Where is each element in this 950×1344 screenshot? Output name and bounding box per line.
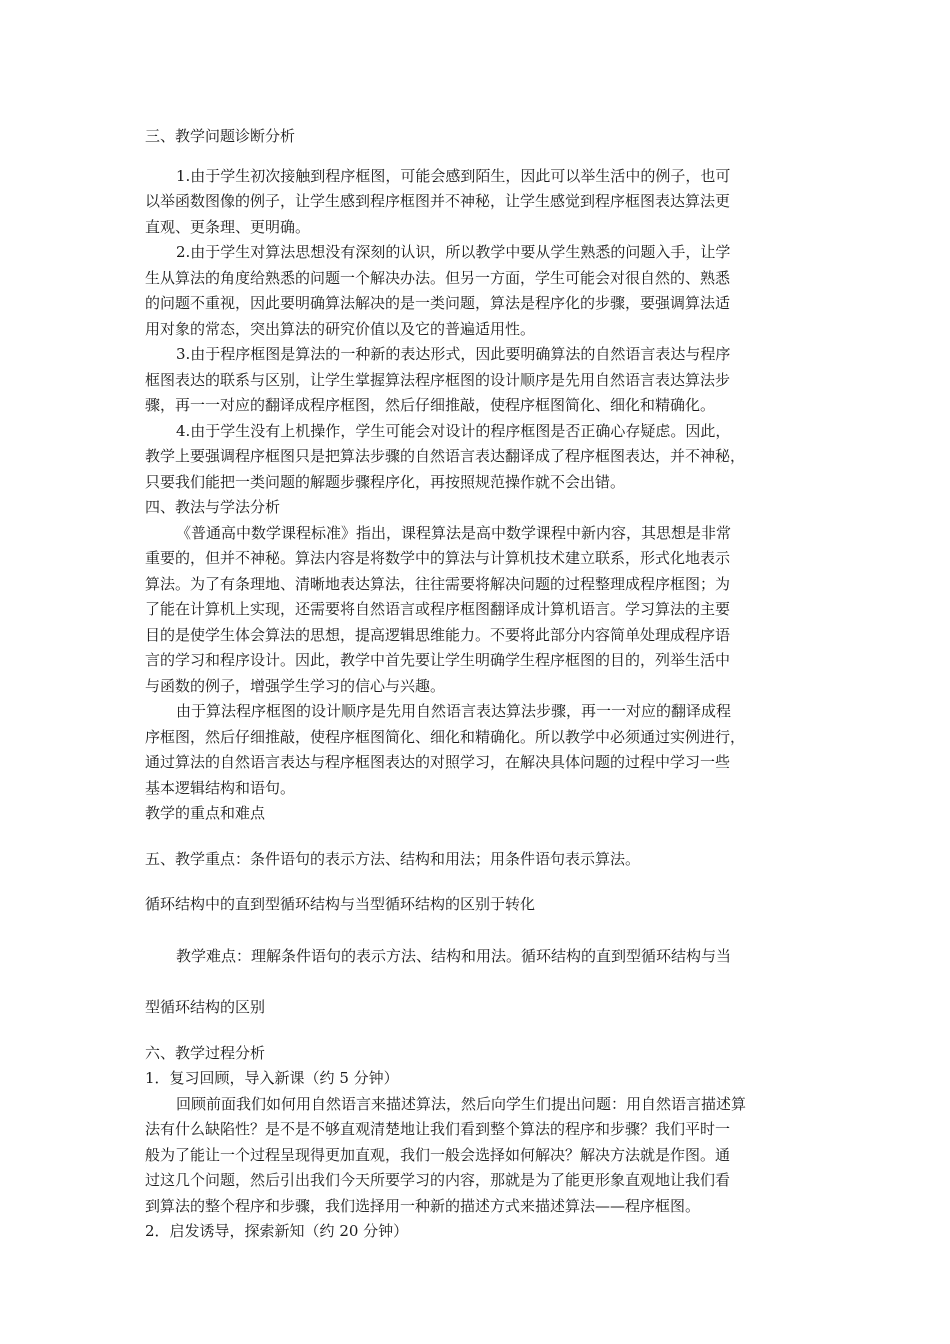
document-page	[145, 124, 801, 1245]
step-1-title: 1．复习回顾，导入新课（约 5 分钟）	[145, 1069, 399, 1087]
difficulty-line: 教学难点：理解条件语句的表示方法、结构和用法。循环结构的直到型循环结构与当	[176, 946, 732, 965]
paragraph-line: 算法。为了有条理地、清晰地表达算法，往往需要将解决问题的过程整理成程序框图；为	[145, 574, 731, 593]
section-heading-4: 四、教法与学法分析	[145, 498, 281, 516]
paragraph-line: 3.由于程序框图是算法的一种新的表达形式，因此要明确算法的自然语言表达与程序	[176, 345, 731, 363]
paragraph-line: 直观、更条理、更明确。	[145, 217, 311, 236]
paragraph-line: 基本逻辑结构和语句。	[145, 778, 296, 797]
paragraph-line: 以举函数图像的例子，让学生感到程序框图并不神秘，让学生感觉到程序框图表达算法更	[145, 192, 731, 210]
key-points-heading: 教学的重点和难点	[145, 804, 266, 822]
difficulty-line-continued: 型循环结构的区别	[145, 998, 266, 1016]
paragraph-line: 的问题不重视，因此要明确算法解决的是一类问题，算法是程序化的步骤，要强调算法适	[145, 294, 731, 312]
paragraph-line: 通过算法的自然语言表达与程序框图表达的对照学习，在解决具体问题的过程中学习一些	[145, 753, 731, 771]
step-1-body	[145, 1092, 801, 1220]
section-4-body	[145, 521, 801, 802]
paragraph-line: 1.由于学生初次接触到程序框图，可能会感到陌生，因此可以举生活中的例子，也可	[176, 166, 731, 185]
loop-structure-line: 循环结构中的直到型循环结构与当型循环结构的区别于转化	[145, 895, 536, 913]
paragraph-line: 骤，再一一对应的翻译成程序框图，然后仔细推敲，使程序框图简化、细化和精确化。	[145, 396, 716, 414]
paragraph-line: 2.由于学生对算法思想没有深刻的认识，所以教学中要从学生熟悉的问题入手，让学	[176, 243, 731, 261]
paragraph-line: 到算法的整个程序和步骤，我们选择用一种新的描述方式来描述算法——程序框图。	[145, 1196, 701, 1215]
section-heading-5: 五、教学重点：条件语句的表示方法、结构和用法；用条件语句表示算法。	[145, 849, 641, 868]
paragraph-line: 过这几个问题，然后引出我们今天所要学习的内容，那就是为了能更形象直观地让我们看	[145, 1171, 731, 1189]
paragraph-line: 目的是使学生体会算法的思想，提高逻辑思维能力。不要将此部分内容简单处理成程序语	[145, 625, 731, 644]
section-heading-6: 六、教学过程分析	[145, 1043, 266, 1062]
paragraph-line: 只要我们能把一类问题的解题步骤程序化，再按照规范操作就不会出错。	[145, 472, 626, 491]
paragraph-line: 教学上要强调程序框图只是把算法步骤的自然语言表达翻译成了程序框图表达，并不神秘，	[145, 447, 746, 465]
paragraph-line: 由于算法程序框图的设计顺序是先用自然语言表达算法步骤，再一一对应的翻译成程	[176, 702, 732, 720]
section-3-body	[145, 164, 801, 496]
paragraph-line: 重要的，但并不神秘。算法内容是将数学中的算法与计算机技术建立联系，形式化地表示	[145, 549, 731, 567]
paragraph-line: 序框图，然后仔细推敲，使程序框图简化、细化和精确化。所以教学中必须通过实例进行，	[145, 727, 746, 746]
section-heading-3: 三、教学问题诊断分析	[145, 127, 296, 145]
paragraph-line: 言的学习和程序设计。因此，教学中首先要让学生明确学生程序框图的目的，列举生活中	[145, 651, 731, 669]
paragraph-line: 与函数的例子，增强学生学习的信心与兴趣。	[145, 676, 446, 695]
paragraph-line: 般为了能让一个过程呈现得更加直观，我们一般会选择如何解决？解决方法就是作图。通	[145, 1145, 731, 1164]
paragraph-line: 法有什么缺陷性？是不是不够直观清楚地让我们看到整个算法的程序和步骤？我们平时一	[145, 1120, 731, 1138]
paragraph-line: 生从算法的角度给熟悉的问题一个解决办法。但另一方面，学生可能会对很自然的、熟悉	[145, 268, 731, 287]
paragraph-line: 了能在计算机上实现，还需要将自然语言或程序框图翻译成计算机语言。学习算法的主要	[145, 600, 731, 618]
step-2-title: 2．启发诱导，探索新知（约 20 分钟）	[145, 1222, 409, 1240]
paragraph-line: 框图表达的联系与区别，让学生掌握算法程序框图的设计顺序是先用自然语言表达算法步	[145, 370, 731, 389]
paragraph-line: 《普通高中数学课程标准》指出，课程算法是高中数学课程中新内容，其思想是非常	[176, 523, 732, 542]
paragraph-line: 回顾前面我们如何用自然语言来描述算法，然后向学生们提出问题：用自然语言描述算	[176, 1094, 747, 1113]
paragraph-line: 用对象的常态，突出算法的研究价值以及它的普遍适用性。	[145, 319, 536, 338]
paragraph-line: 4.由于学生没有上机操作，学生可能会对设计的程序框图是否正确心存疑虑。因此，	[176, 421, 731, 440]
